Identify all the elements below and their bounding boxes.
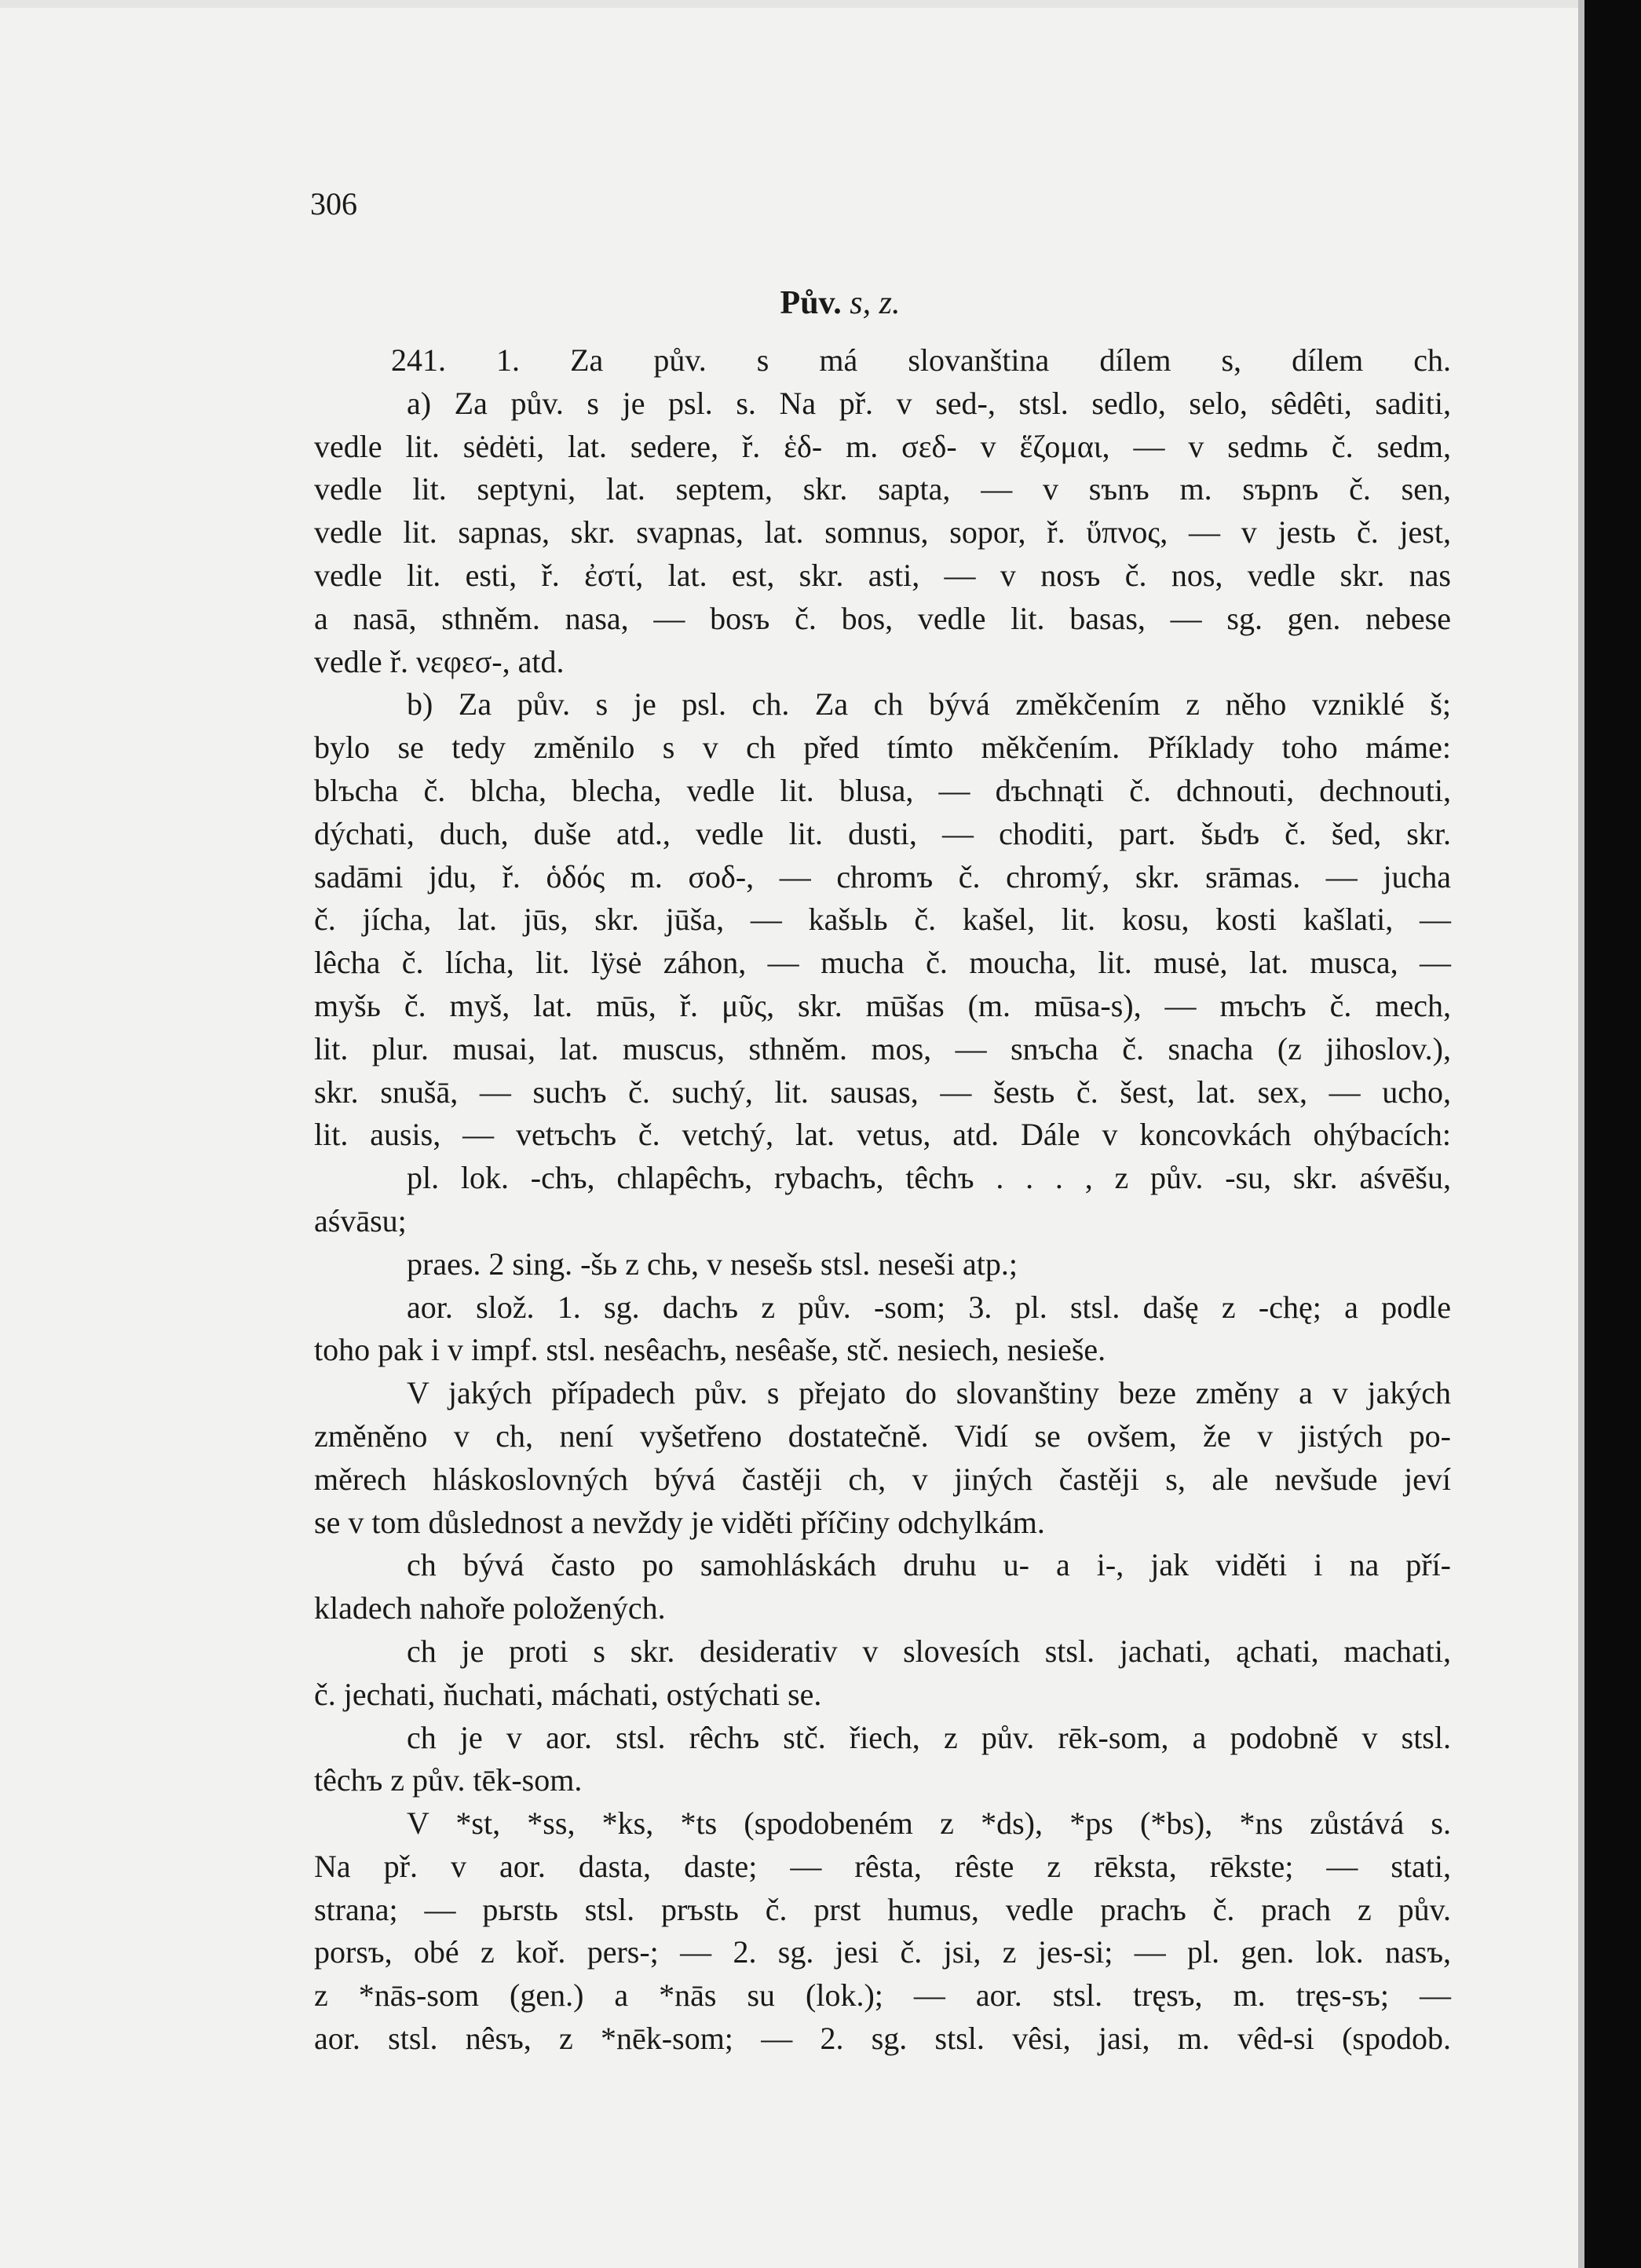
text-line: blъcha č. blcha, blecha, vedle lit. blusa, — dъchnąti č. dchnouti, dechnouti, (314, 772, 1451, 808)
text-line: dýchati, duch, duše atd., vedle lit. dusti, — choditi, part. šьdъ č. šed, skr. (314, 815, 1451, 851)
text-line: aor. slož. 1. sg. dachъ z pův. -som; 3. pl. stsl. dašę z -chę; a podle (407, 1289, 1451, 1325)
text-line: skr. snušā, — suchъ č. suchý, lit. sausas, — šestь č. šest, lat. sex, — ucho, (314, 1074, 1451, 1110)
text-line: toho pak i v impf. stsl. nesêachъ, nesêaše, stč. nesiech, nesieše. (314, 1332, 1106, 1368)
text-line: vedle lit. sapnas, skr. svapnas, lat. somnus, sopor, ř. ὕπνος, — v jestь č. jest, (314, 514, 1451, 551)
text-line: vedle lit. sėdėti, lat. sedere, ř. ἑδ- m. σεδ- v ἕζομαι, — v sedmь č. sedm, (314, 428, 1451, 464)
text-line: měrech hláskoslovných bývá častěji ch, v jiných častěji s, ale nevšude jeví (314, 1461, 1451, 1497)
text-line: ch je proti s skr. desiderativ v slovesích stsl. jachati, ąchati, machati, (407, 1633, 1451, 1669)
text-line: myšь č. myš, lat. mūs, ř. μῦς, skr. mūšas (m. mūsa-s), — mъchъ č. mech, (314, 987, 1451, 1023)
text-line: 241. 1. Za pův. s má slovanština dílem s, dílem ch. (391, 342, 1451, 378)
text-line: změněno v ch, není vyšetřeno dostatečně. Vidí se ovšem, že v jistých po- (314, 1418, 1451, 1454)
text-line: lêcha č. lícha, lit. lÿsė záhon, — mucha č. moucha, lit. musė, lat. musca, — (314, 945, 1451, 981)
text-line: kladech nahoře položených. (314, 1590, 666, 1626)
section-heading-letters: s, z. (850, 285, 901, 321)
text-line: č. jechati, ňuchati, máchati, ostýchati se. (314, 1676, 822, 1712)
text-line: lit. ausis, — vetъchъ č. vetchý, lat. vetus, atd. Dále v koncovkách ohýbacích: (314, 1117, 1451, 1153)
text-line: Na př. v aor. dasta, daste; — rêsta, rêste z rēksta, rēkste; — stati, (314, 1848, 1451, 1884)
text-line: b) Za pův. s je psl. ch. Za ch bývá změkčením z něho vzniklé š; (407, 686, 1451, 722)
text-line: a nasā, sthněm. nasa, — bosъ č. bos, vedle lit. basas, — sg. gen. nebese (314, 600, 1451, 636)
text-line: V *st, *ss, *ks, *ts (spodobeném z *ds), *ps (*bs), *ns zůstává s. (407, 1805, 1451, 1842)
text-line: praes. 2 sing. -šь z chь, v nesešь stsl. neseši atp.; (407, 1246, 1018, 1282)
section-heading (0, 284, 1641, 322)
text-line: se v tom důslednost a nevždy je viděti příčiny odchylkám. (314, 1504, 1045, 1540)
page-number: 306 (310, 186, 357, 221)
text-line: vedle lit. esti, ř. ἐστί, lat. est, skr. asti, — v nosъ č. nos, vedle skr. nas (314, 557, 1451, 593)
text-line: sadāmi jdu, ř. ὁδός m. σοδ-, — chromъ č. chromý, skr. srāmas. — jucha (314, 858, 1451, 894)
text-line: V jakých případech pův. s přejato do slovanštiny beze změny a v jakých (407, 1375, 1451, 1411)
scan-edge-right (1584, 0, 1641, 2268)
text-line: porsъ, obé z koř. pers-; — 2. sg. jesi č. jsi, z jes-si; — pl. gen. lok. nasъ, (314, 1934, 1451, 1970)
text-line: z *nās-som (gen.) a *nās su (lok.); — aor. stsl. tręsъ, m. tręs-sъ; — (314, 1977, 1451, 2014)
text-line: strana; — pьrstь stsl. prъstь č. prst humus, vedle prachъ č. prach z pův. (314, 1891, 1451, 1927)
text-line: aśvāsu; (314, 1202, 407, 1238)
text-line: ch je v aor. stsl. rêchъ stč. řiech, z pův. rēk-som, a podobně v stsl. (407, 1719, 1451, 1755)
text-line: vedle lit. septyni, lat. septem, skr. sapta, — v sъnъ m. sъpnъ č. sen, (314, 471, 1451, 507)
text-line: lit. plur. musai, lat. muscus, sthněm. mos, — snъcha č. snacha (z jihoslov.), (314, 1030, 1451, 1066)
text-line: bylo se tedy změnilo s v ch před tímto měkčením. Příklady toho máme: (314, 730, 1451, 766)
text-line: têchъ z pův. tēk-som. (314, 1762, 583, 1798)
scan-edge-binding (1578, 0, 1584, 2268)
text-line: aor. stsl. nêsъ, z *nēk-som; — 2. sg. stsl. vêsi, jasi, m. vêd-si (spodob. (314, 2021, 1451, 2057)
text-line: vedle ř. νεφεσ-, atd. (314, 643, 565, 679)
text-line: ch bývá často po samohláskách druhu u- a i-, jak viděti i na pří- (407, 1547, 1451, 1583)
body-text (314, 339, 1451, 2061)
scan-edge-top (0, 0, 1641, 8)
text-line: a) Za pův. s je psl. s. Na př. v sed-, stsl. sedlo, selo, sêdêti, saditi, (407, 385, 1451, 421)
text-line: pl. lok. -chъ, chlapêchъ, rybachъ, têchъ . . . , z pův. -su, skr. aśvēšu, (407, 1160, 1451, 1196)
text-line: č. jícha, lat. jūs, skr. jūša, — kašьlь č. kašel, lit. kosu, kosti kašlati, — (314, 902, 1451, 938)
section-heading-label: Pův. (780, 285, 842, 321)
